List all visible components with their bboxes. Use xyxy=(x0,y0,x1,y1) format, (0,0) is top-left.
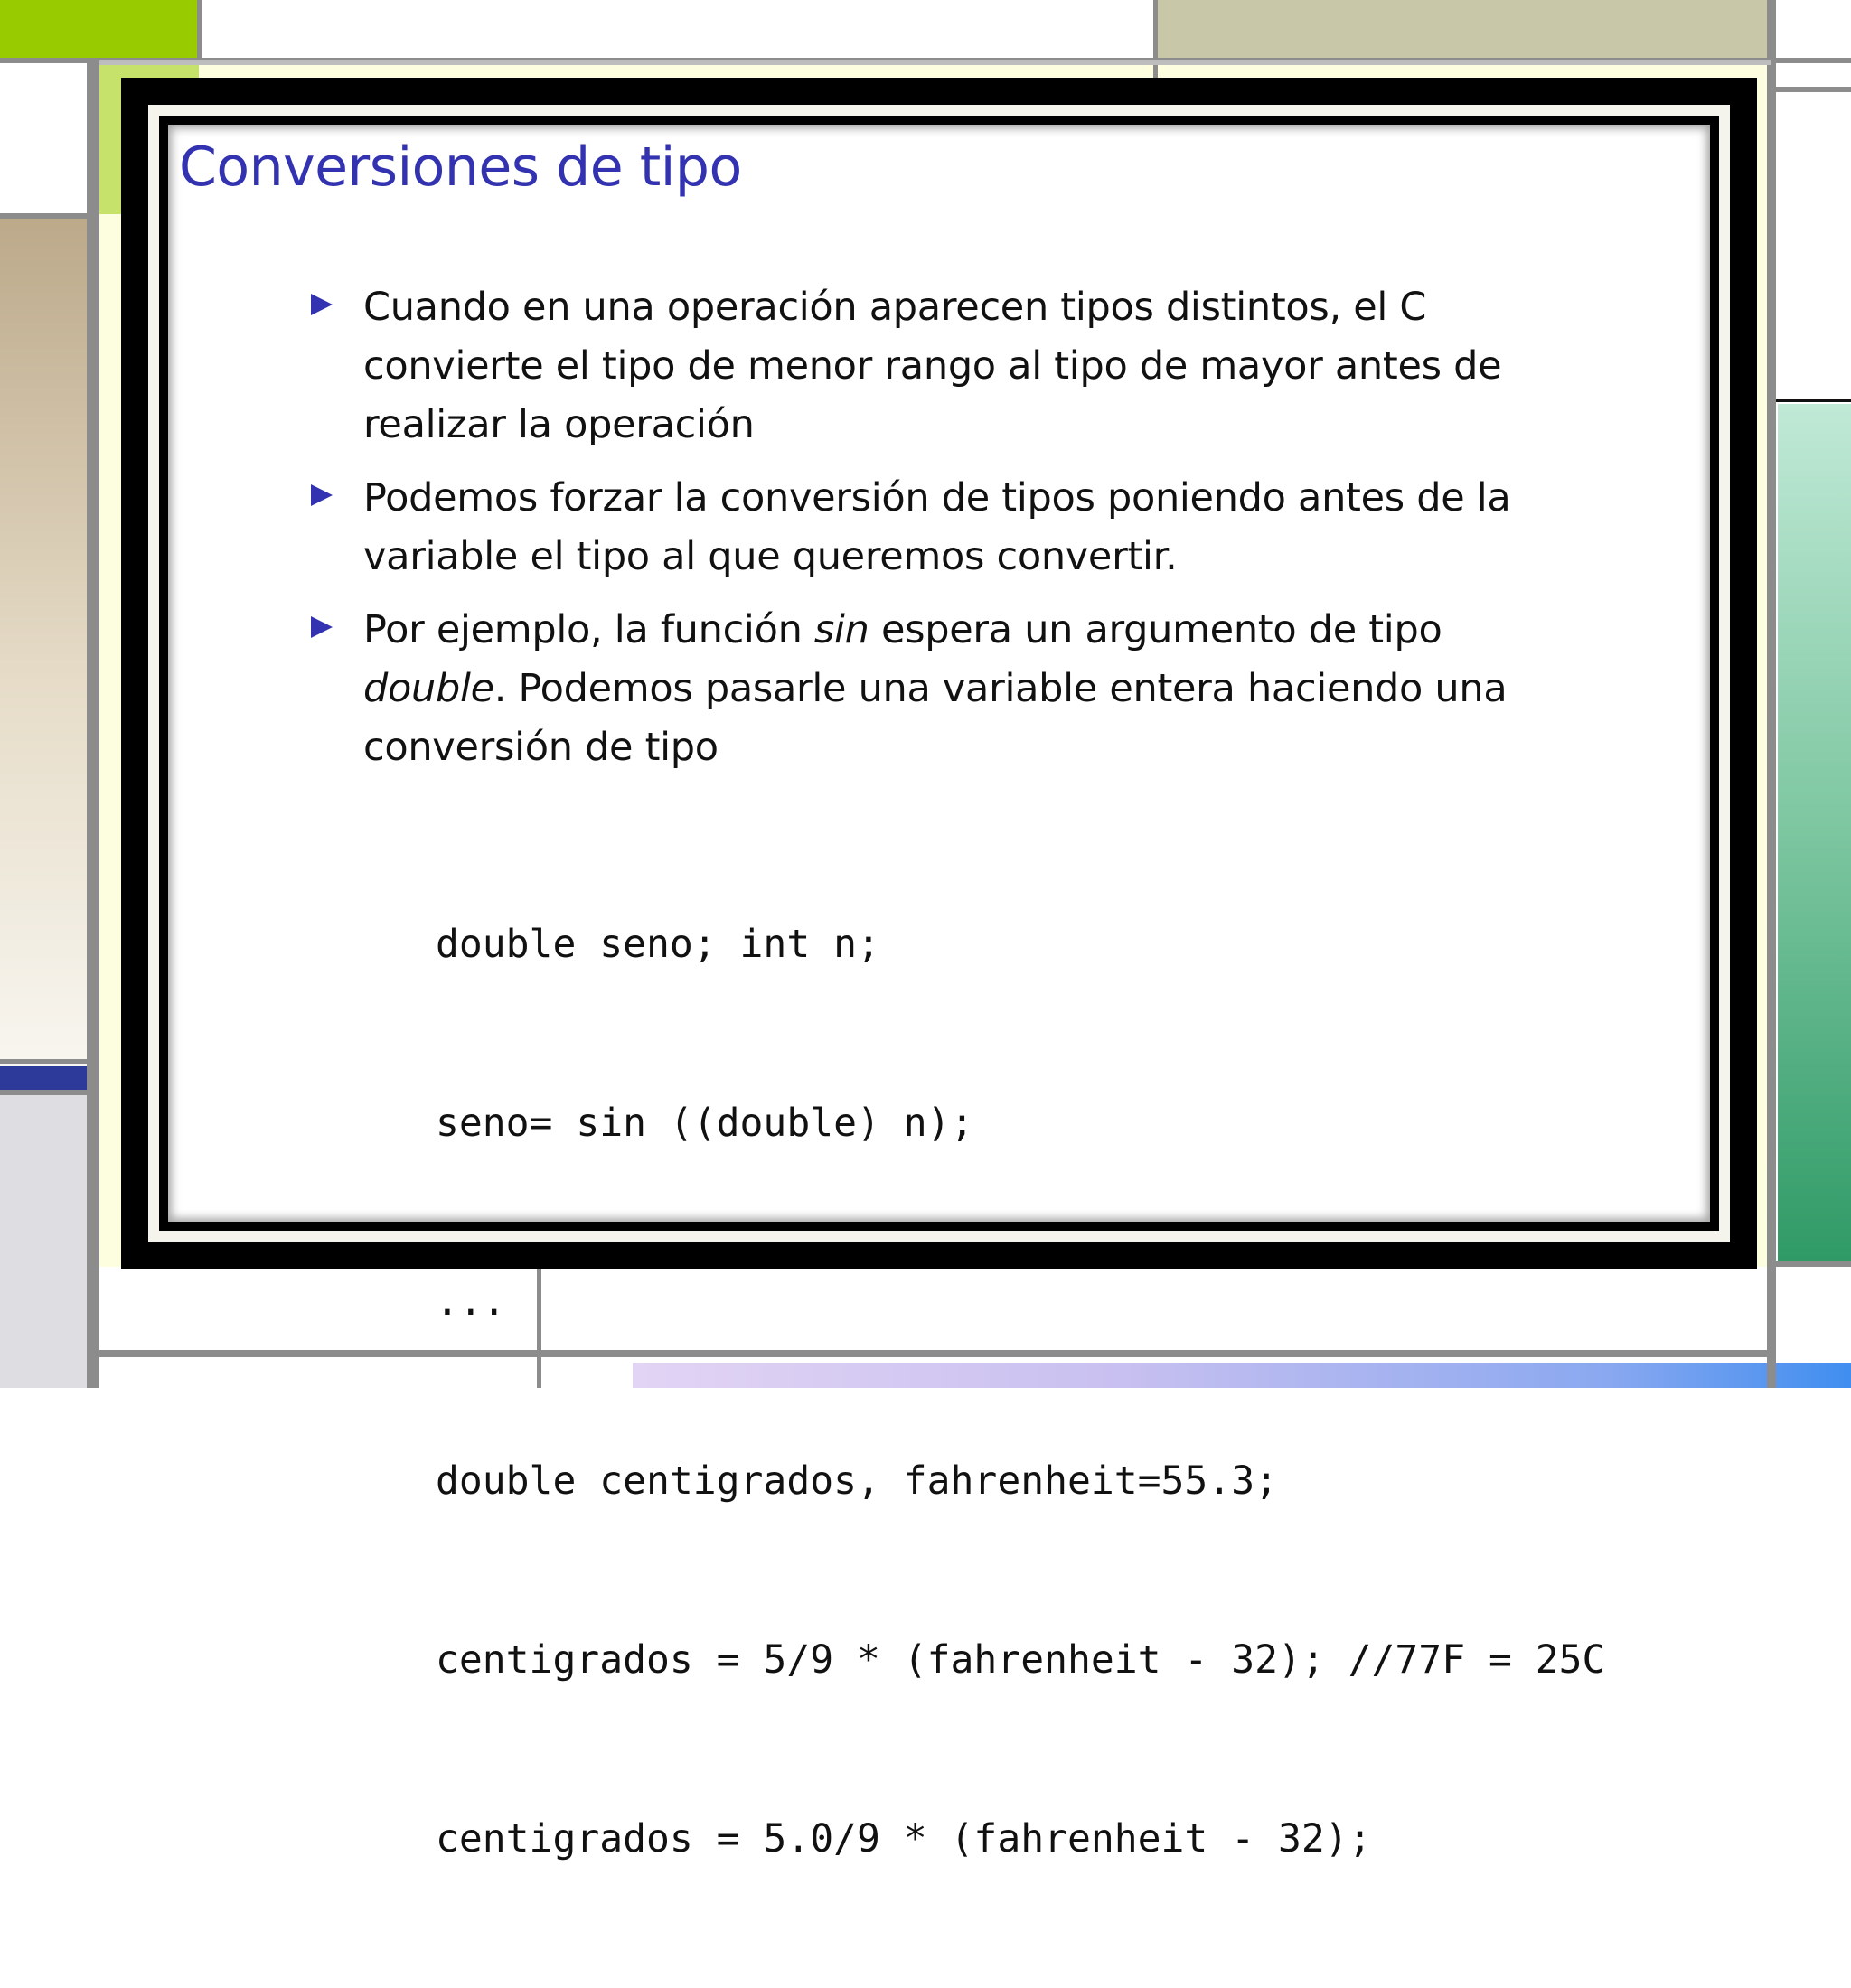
bullet-text: . Podemos pasarle una variable entera haciendo una conversión de tipo xyxy=(363,666,1508,770)
code-line: centigrados = 5.0/9 * (fahrenheit - 32); xyxy=(436,1816,1372,1861)
decor-khaki-block xyxy=(1155,0,1770,58)
right-triangle-icon xyxy=(311,616,333,638)
grid-line xyxy=(1773,87,1851,92)
bullet-item xyxy=(311,278,1585,455)
grid-line xyxy=(197,0,202,60)
code-line: double seno; int n; xyxy=(436,922,880,967)
slide xyxy=(168,125,1710,1861)
code-line: double centigrados, fahrenheit=55.3; xyxy=(436,1458,1278,1504)
bullet-list xyxy=(311,278,1585,792)
grid-line xyxy=(1153,0,1158,78)
code-block xyxy=(436,795,1605,1988)
bullet-italic-term: double xyxy=(363,666,494,711)
grid-line xyxy=(1773,1261,1851,1267)
grid-line xyxy=(0,1059,87,1064)
slide-title: Conversiones de tipo xyxy=(179,136,742,199)
bullet-item xyxy=(311,601,1585,777)
grid-line xyxy=(1767,0,1776,1388)
grid-line xyxy=(0,213,99,219)
grid-line xyxy=(87,60,99,1388)
code-line: ... xyxy=(436,1280,506,1325)
bullet-italic-term: sin xyxy=(813,607,869,652)
bullet-text: Por ejemplo, la función xyxy=(363,607,814,652)
decor-mint-strip xyxy=(1778,404,1851,1262)
bullet-text: Podemos forzar la conversión de tipos poniendo antes de la variable el tipo al que queremos convertir. xyxy=(363,475,1511,579)
grid-line xyxy=(99,60,1771,65)
decor-navy-strip xyxy=(0,1066,87,1092)
code-line: centigrados = 5/9 * (fahrenheit - 32); //77F = 25C xyxy=(436,1637,1606,1683)
bullet-text: espera un argumento de tipo xyxy=(869,607,1442,652)
decor-grey-strip xyxy=(0,1095,87,1388)
right-triangle-icon xyxy=(311,484,333,506)
bullet-text: Cuando en una operación aparecen tipos distintos, el C convierte el tipo de menor rango al tipo de mayor antes de realizar la operación xyxy=(363,285,1502,447)
bullet-item xyxy=(311,469,1585,586)
right-triangle-icon xyxy=(311,294,333,315)
decor-tan-strip xyxy=(0,217,87,1066)
grid-line xyxy=(0,1090,87,1095)
decor-green-block xyxy=(0,0,201,60)
decor-black-rule xyxy=(1775,399,1851,402)
code-line: seno= sin ((double) n); xyxy=(436,1101,974,1146)
